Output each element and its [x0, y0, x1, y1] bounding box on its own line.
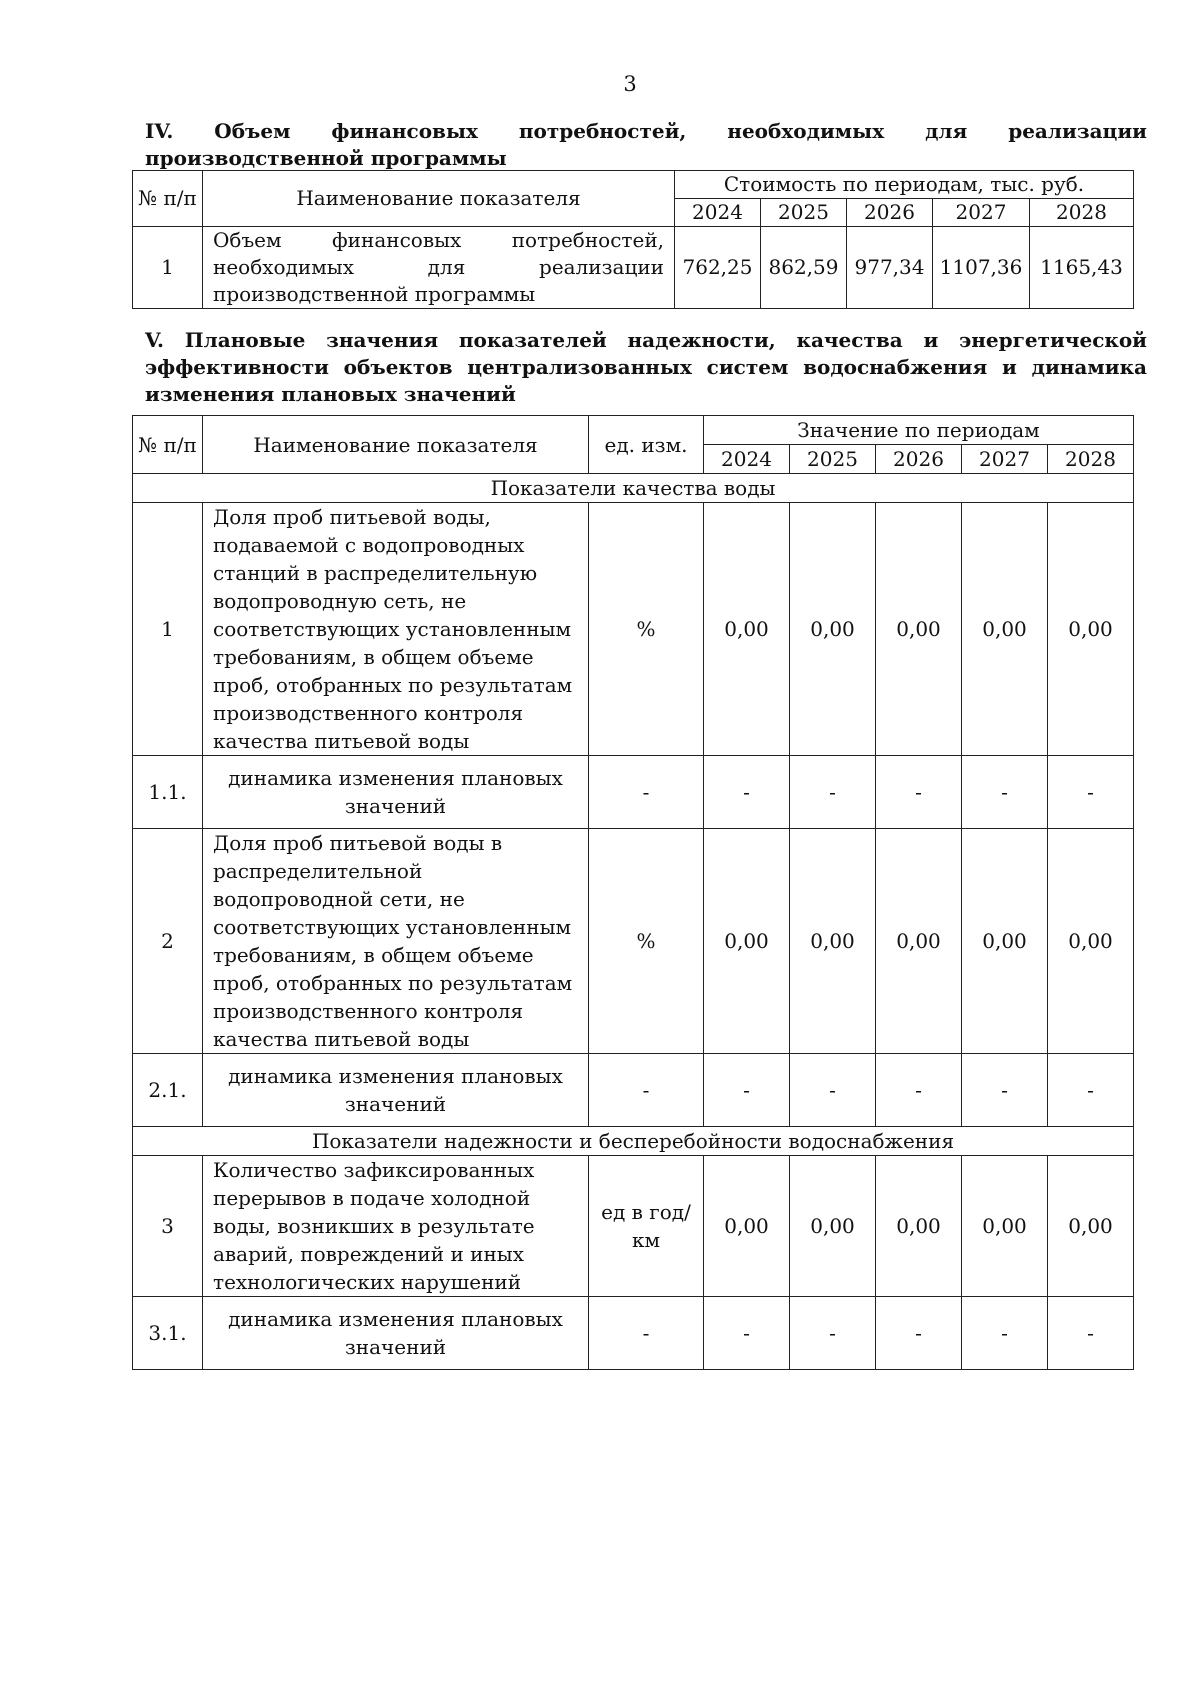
- year-cell: 2024: [704, 445, 790, 474]
- value-cell: 0,00: [704, 1156, 790, 1297]
- value-cell: 0,00: [790, 829, 876, 1054]
- row-name: динамика изменения плановых значений: [203, 756, 589, 829]
- group-label: Показатели надежности и бесперебойности водоснабжения: [133, 1127, 1134, 1156]
- year-cell: 2027: [962, 445, 1048, 474]
- row-unit: %: [589, 503, 704, 756]
- value-cell: -: [962, 1297, 1048, 1370]
- section-4-heading: IV. Объем финансовых потребностей, необходимых для реализации производственной программы: [145, 119, 1147, 170]
- row-unit: -: [589, 1297, 704, 1370]
- value-cell: 0,00: [876, 829, 962, 1054]
- year-cell: 2024: [675, 199, 761, 227]
- value-cell: -: [876, 1297, 962, 1370]
- header-name: Наименование показателя: [203, 171, 675, 227]
- financial-needs-table: [132, 170, 1134, 309]
- table-row: [133, 1054, 1134, 1127]
- row-num: 1.1.: [133, 756, 203, 829]
- value-cell: -: [1048, 1054, 1134, 1127]
- value-cell: 0,00: [962, 829, 1048, 1054]
- year-cell: 2026: [876, 445, 962, 474]
- row-num: 1: [133, 227, 203, 309]
- value-cell: -: [962, 756, 1048, 829]
- section-5-heading: V. Плановые значения показателей надежности, качества и энергетической эффективности объектов централизованных систем водоснабжения и динамика изменения плановых значений: [145, 328, 1147, 406]
- value-cell: -: [1048, 756, 1134, 829]
- value-cell: 0,00: [876, 503, 962, 756]
- value-cell: -: [790, 1054, 876, 1127]
- table-row: [133, 1156, 1134, 1297]
- value-cell: 1107,36: [933, 227, 1030, 309]
- group-row-quality: [133, 474, 1134, 503]
- group-label: Показатели качества воды: [133, 474, 1134, 503]
- indicators-table: [132, 415, 1134, 1370]
- value-cell: -: [962, 1054, 1048, 1127]
- row-num: 2: [133, 829, 203, 1054]
- header-num: № п/п: [133, 416, 203, 474]
- row-num: 3: [133, 1156, 203, 1297]
- value-cell: -: [790, 1297, 876, 1370]
- row-unit: -: [589, 1054, 704, 1127]
- row-name: Количество зафиксированных перерывов в подаче холодной воды, возникших в результате аварий, повреждений и иных технологических нарушений: [203, 1156, 589, 1297]
- value-cell: 0,00: [790, 503, 876, 756]
- year-cell: 2025: [761, 199, 847, 227]
- row-name: Доля проб питьевой воды в распределительной водопроводной сети, не соответствующих установленным требованиям, в общем объеме проб, отобранных по результатам производственного контроля качества питьевой воды: [203, 829, 589, 1054]
- value-cell: 0,00: [962, 503, 1048, 756]
- value-cell: 977,34: [847, 227, 933, 309]
- table-row: [133, 1297, 1134, 1370]
- value-cell: -: [1048, 1297, 1134, 1370]
- page-number: 3: [623, 72, 637, 96]
- row-unit: %: [589, 829, 704, 1054]
- row-name: динамика изменения плановых значений: [203, 1297, 589, 1370]
- year-cell: 2026: [847, 199, 933, 227]
- row-name: динамика изменения плановых значений: [203, 1054, 589, 1127]
- table-row: [133, 829, 1134, 1054]
- header-unit: ед. изм.: [589, 416, 704, 474]
- value-cell: 0,00: [1048, 829, 1134, 1054]
- table-row: [133, 227, 1134, 309]
- row-name: Доля проб питьевой воды, подаваемой с водопроводных станций в распределительную водопроводную сеть, не соответствующих установленным требованиям, в общем объеме проб, отобранных по результатам производственного контроля качества питьевой воды: [203, 503, 589, 756]
- value-cell: -: [876, 1054, 962, 1127]
- value-cell: -: [790, 756, 876, 829]
- value-cell: 0,00: [1048, 1156, 1134, 1297]
- table-row: [133, 756, 1134, 829]
- value-cell: 1165,43: [1030, 227, 1134, 309]
- row-num: 3.1.: [133, 1297, 203, 1370]
- header-num: № п/п: [133, 171, 203, 227]
- year-cell: 2028: [1048, 445, 1134, 474]
- table-header-row: [133, 171, 1134, 199]
- row-num: 2.1.: [133, 1054, 203, 1127]
- value-cell: -: [704, 1054, 790, 1127]
- value-cell: 0,00: [1048, 503, 1134, 756]
- value-cell: 762,25: [675, 227, 761, 309]
- header-value: Значение по периодам: [704, 416, 1134, 445]
- year-cell: 2025: [790, 445, 876, 474]
- group-row-reliability: [133, 1127, 1134, 1156]
- value-cell: 0,00: [704, 829, 790, 1054]
- table-row: [133, 503, 1134, 756]
- value-cell: -: [876, 756, 962, 829]
- value-cell: 0,00: [876, 1156, 962, 1297]
- row-num: 1: [133, 503, 203, 756]
- year-cell: 2027: [933, 199, 1030, 227]
- header-cost: Стоимость по периодам, тыс. руб.: [675, 171, 1134, 199]
- value-cell: 862,59: [761, 227, 847, 309]
- row-name: Объем финансовых потребностей, необходимых для реализации производственной программы: [203, 227, 675, 309]
- value-cell: 0,00: [704, 503, 790, 756]
- value-cell: -: [704, 1297, 790, 1370]
- table-header-row: [133, 416, 1134, 445]
- header-name: Наименование показателя: [203, 416, 589, 474]
- value-cell: 0,00: [962, 1156, 1048, 1297]
- value-cell: 0,00: [790, 1156, 876, 1297]
- year-cell: 2028: [1030, 199, 1134, 227]
- row-unit: ед в год/ км: [589, 1156, 704, 1297]
- value-cell: -: [704, 756, 790, 829]
- row-unit: -: [589, 756, 704, 829]
